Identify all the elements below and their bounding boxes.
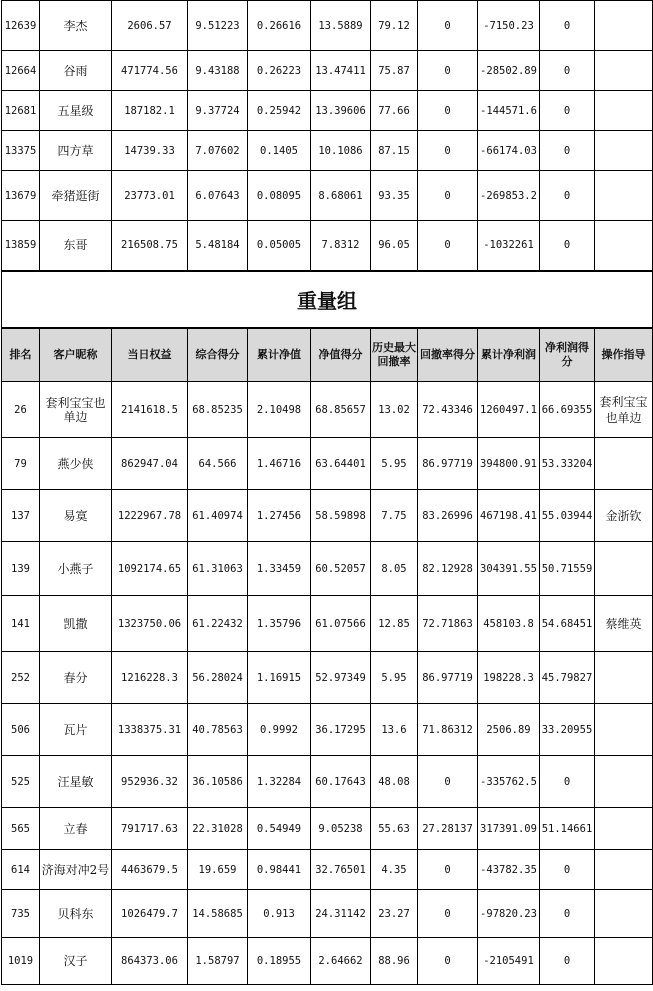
drawdown-cell: 55.63: [371, 808, 418, 850]
table-row: [2, 131, 653, 171]
equity-cell: 864373.06: [112, 938, 188, 985]
rank-cell: 13859: [2, 221, 40, 271]
nav-cell: 0.54949: [248, 808, 311, 850]
table-row: [2, 704, 653, 756]
nav-cell: 2.10498: [248, 382, 311, 438]
profit-score-cell: 50.71559: [540, 542, 595, 596]
rank-cell: 141: [2, 596, 40, 652]
equity-cell: 23773.01: [112, 171, 188, 221]
rank-cell: 252: [2, 652, 40, 704]
drawdown-cell: 5.95: [371, 652, 418, 704]
profit-score-cell: 0: [540, 850, 595, 890]
drawdown-cell: 4.35: [371, 850, 418, 890]
rank-cell: 1019: [2, 938, 40, 985]
table-row: [2, 1, 653, 51]
header-nickname: 客户昵称: [40, 328, 112, 382]
table-row: [2, 756, 653, 808]
rank-cell: 137: [2, 490, 40, 542]
rank-cell: 13375: [2, 131, 40, 171]
nickname-cell: 四方草: [40, 131, 112, 171]
header-net-profit: 累计净利润: [478, 328, 540, 382]
profit-score-cell: 0: [540, 91, 595, 131]
ranking-sheet: [1, 0, 652, 985]
drawdown-cell: 13.6: [371, 704, 418, 756]
profit-score-cell: 55.03944: [540, 490, 595, 542]
drawdown-score-cell: 0: [418, 91, 478, 131]
nav-score-cell: 60.17643: [311, 756, 371, 808]
profit-score-cell: 66.69355: [540, 382, 595, 438]
rank-cell: 12639: [2, 1, 40, 51]
guidance-cell: [595, 542, 653, 596]
drawdown-cell: 88.96: [371, 938, 418, 985]
rank-cell: 79: [2, 438, 40, 490]
score-cell: 61.31063: [188, 542, 248, 596]
net-profit-cell: -335762.5: [478, 756, 540, 808]
profit-score-cell: 0: [540, 756, 595, 808]
table-row: [2, 808, 653, 850]
guidance-cell: [595, 808, 653, 850]
table-row: [2, 596, 653, 652]
drawdown-cell: 13.02: [371, 382, 418, 438]
header-nav-score: 净值得分: [311, 328, 371, 382]
drawdown-cell: 8.05: [371, 542, 418, 596]
rank-cell: 13679: [2, 171, 40, 221]
net-profit-cell: 198228.3: [478, 652, 540, 704]
net-profit-cell: -43782.35: [478, 850, 540, 890]
profit-score-cell: 53.33204: [540, 438, 595, 490]
drawdown-cell: 77.66: [371, 91, 418, 131]
table-row: [2, 890, 653, 938]
group-title: 重量组: [2, 271, 653, 328]
drawdown-score-cell: 0: [418, 221, 478, 271]
nav-score-cell: 8.68061: [311, 171, 371, 221]
drawdown-cell: 5.95: [371, 438, 418, 490]
score-cell: 22.31028: [188, 808, 248, 850]
score-cell: 5.48184: [188, 221, 248, 271]
nickname-cell: 汪星敏: [40, 756, 112, 808]
score-cell: 14.58685: [188, 890, 248, 938]
profit-score-cell: 51.14661: [540, 808, 595, 850]
score-cell: 6.07643: [188, 171, 248, 221]
nickname-cell: 五星级: [40, 91, 112, 131]
drawdown-cell: 12.85: [371, 596, 418, 652]
nav-cell: 0.98441: [248, 850, 311, 890]
table-row: [2, 221, 653, 271]
nav-score-cell: 13.5889: [311, 1, 371, 51]
drawdown-score-cell: 0: [418, 890, 478, 938]
nav-cell: 0.26616: [248, 1, 311, 51]
guidance-cell: [595, 756, 653, 808]
drawdown-cell: 75.87: [371, 51, 418, 91]
drawdown-cell: 23.27: [371, 890, 418, 938]
score-cell: 40.78563: [188, 704, 248, 756]
nav-score-cell: 13.39606: [311, 91, 371, 131]
drawdown-score-cell: 71.86312: [418, 704, 478, 756]
table-row: [2, 91, 653, 131]
nav-cell: 1.32284: [248, 756, 311, 808]
group-title-row: [2, 271, 653, 328]
equity-cell: 862947.04: [112, 438, 188, 490]
nav-score-cell: 58.59898: [311, 490, 371, 542]
nav-score-cell: 7.8312: [311, 221, 371, 271]
table-row: [2, 490, 653, 542]
drawdown-cell: 93.35: [371, 171, 418, 221]
nickname-cell: 谷雨: [40, 51, 112, 91]
net-profit-cell: -7150.23: [478, 1, 540, 51]
guidance-cell: [595, 131, 653, 171]
net-profit-cell: -144571.6: [478, 91, 540, 131]
equity-cell: 471774.56: [112, 51, 188, 91]
equity-cell: 14739.33: [112, 131, 188, 171]
equity-cell: 2141618.5: [112, 382, 188, 438]
header-score: 综合得分: [188, 328, 248, 382]
nav-cell: 1.35796: [248, 596, 311, 652]
nav-cell: 1.16915: [248, 652, 311, 704]
table-row: [2, 382, 653, 438]
drawdown-score-cell: 82.12928: [418, 542, 478, 596]
score-cell: 9.37724: [188, 91, 248, 131]
score-cell: 68.85235: [188, 382, 248, 438]
guidance-cell: 金浙钦: [595, 490, 653, 542]
equity-cell: 4463679.5: [112, 850, 188, 890]
rank-cell: 12681: [2, 91, 40, 131]
score-cell: 61.40974: [188, 490, 248, 542]
profit-score-cell: 54.68451: [540, 596, 595, 652]
profit-score-cell: 0: [540, 51, 595, 91]
nav-score-cell: 2.64662: [311, 938, 371, 985]
net-profit-cell: 317391.09: [478, 808, 540, 850]
equity-cell: 952936.32: [112, 756, 188, 808]
drawdown-score-cell: 0: [418, 171, 478, 221]
table-row: [2, 171, 653, 221]
guidance-cell: [595, 652, 653, 704]
nickname-cell: 小燕子: [40, 542, 112, 596]
net-profit-cell: -2105491: [478, 938, 540, 985]
table-row: [2, 542, 653, 596]
equity-cell: 1092174.65: [112, 542, 188, 596]
drawdown-cell: 79.12: [371, 1, 418, 51]
equity-cell: 1338375.31: [112, 704, 188, 756]
nickname-cell: 瓦片: [40, 704, 112, 756]
net-profit-cell: -97820.23: [478, 890, 540, 938]
nav-score-cell: 24.31142: [311, 890, 371, 938]
drawdown-score-cell: 0: [418, 850, 478, 890]
nickname-cell: 贝科东: [40, 890, 112, 938]
guidance-cell: [595, 51, 653, 91]
guidance-cell: 套利宝宝也单边: [595, 382, 653, 438]
group-rows: [2, 382, 653, 985]
net-profit-cell: 1260497.1: [478, 382, 540, 438]
nav-score-cell: 68.85657: [311, 382, 371, 438]
nav-score-cell: 36.17295: [311, 704, 371, 756]
nav-score-cell: 9.05238: [311, 808, 371, 850]
header-nav: 累计净值: [248, 328, 311, 382]
equity-cell: 1026479.7: [112, 890, 188, 938]
equity-cell: 216508.75: [112, 221, 188, 271]
net-profit-cell: -66174.03: [478, 131, 540, 171]
equity-cell: 1222967.78: [112, 490, 188, 542]
score-cell: 56.28024: [188, 652, 248, 704]
score-cell: 1.58797: [188, 938, 248, 985]
nickname-cell: 套利宝宝也单边: [40, 382, 112, 438]
ranking-table: [1, 0, 653, 985]
nav-cell: 0.1405: [248, 131, 311, 171]
equity-cell: 2606.57: [112, 1, 188, 51]
header-max-drawdown: 历史最大回撤率: [371, 328, 418, 382]
profit-score-cell: 0: [540, 890, 595, 938]
nav-cell: 0.08095: [248, 171, 311, 221]
net-profit-cell: 2506.89: [478, 704, 540, 756]
score-cell: 9.51223: [188, 1, 248, 51]
header-row: [2, 328, 653, 382]
guidance-cell: [595, 938, 653, 985]
guidance-cell: [595, 1, 653, 51]
equity-cell: 187182.1: [112, 91, 188, 131]
table-row: [2, 438, 653, 490]
profit-score-cell: 0: [540, 131, 595, 171]
nickname-cell: 凯撒: [40, 596, 112, 652]
drawdown-score-cell: 83.26996: [418, 490, 478, 542]
drawdown-cell: 7.75: [371, 490, 418, 542]
nav-cell: 1.27456: [248, 490, 311, 542]
drawdown-score-cell: 0: [418, 1, 478, 51]
nav-score-cell: 52.97349: [311, 652, 371, 704]
score-cell: 19.659: [188, 850, 248, 890]
nav-score-cell: 61.07566: [311, 596, 371, 652]
nav-cell: 0.9992: [248, 704, 311, 756]
nickname-cell: 汉子: [40, 938, 112, 985]
profit-score-cell: 33.20955: [540, 704, 595, 756]
rank-cell: 614: [2, 850, 40, 890]
table-row: [2, 51, 653, 91]
score-cell: 64.566: [188, 438, 248, 490]
rank-cell: 506: [2, 704, 40, 756]
net-profit-cell: -1032261: [478, 221, 540, 271]
profit-score-cell: 0: [540, 221, 595, 271]
nav-score-cell: 13.47411: [311, 51, 371, 91]
nickname-cell: 李杰: [40, 1, 112, 51]
header-equity: 当日权益: [112, 328, 188, 382]
nav-cell: 0.25942: [248, 91, 311, 131]
drawdown-score-cell: 86.97719: [418, 438, 478, 490]
nav-cell: 0.913: [248, 890, 311, 938]
drawdown-score-cell: 0: [418, 756, 478, 808]
table-row: [2, 850, 653, 890]
table-row: [2, 938, 653, 985]
net-profit-cell: 458103.8: [478, 596, 540, 652]
nickname-cell: 牵猪逛街: [40, 171, 112, 221]
net-profit-cell: 304391.55: [478, 542, 540, 596]
nav-cell: 0.26223: [248, 51, 311, 91]
nav-score-cell: 10.1086: [311, 131, 371, 171]
nav-score-cell: 32.76501: [311, 850, 371, 890]
profit-score-cell: 0: [540, 938, 595, 985]
drawdown-score-cell: 72.71863: [418, 596, 478, 652]
equity-cell: 1323750.06: [112, 596, 188, 652]
guidance-cell: [595, 91, 653, 131]
guidance-cell: [595, 890, 653, 938]
rank-cell: 26: [2, 382, 40, 438]
profit-score-cell: 45.79827: [540, 652, 595, 704]
nickname-cell: 济海对冲2号: [40, 850, 112, 890]
guidance-cell: [595, 850, 653, 890]
net-profit-cell: 467198.41: [478, 490, 540, 542]
previous-group-rows: [2, 1, 653, 271]
rank-cell: 735: [2, 890, 40, 938]
nav-score-cell: 60.52057: [311, 542, 371, 596]
header-rank: 排名: [2, 328, 40, 382]
rank-cell: 12664: [2, 51, 40, 91]
nav-cell: 1.46716: [248, 438, 311, 490]
net-profit-cell: -28502.89: [478, 51, 540, 91]
header-drawdown-score: 回撤率得分: [418, 328, 478, 382]
drawdown-score-cell: 86.97719: [418, 652, 478, 704]
score-cell: 7.07602: [188, 131, 248, 171]
guidance-cell: [595, 221, 653, 271]
nickname-cell: 易寞: [40, 490, 112, 542]
nickname-cell: 立春: [40, 808, 112, 850]
score-cell: 9.43188: [188, 51, 248, 91]
equity-cell: 791717.63: [112, 808, 188, 850]
guidance-cell: [595, 704, 653, 756]
table-row: [2, 652, 653, 704]
guidance-cell: 蔡维英: [595, 596, 653, 652]
drawdown-score-cell: 0: [418, 938, 478, 985]
score-cell: 61.22432: [188, 596, 248, 652]
rank-cell: 139: [2, 542, 40, 596]
drawdown-cell: 87.15: [371, 131, 418, 171]
header-profit-score: 净利润得分: [540, 328, 595, 382]
nav-score-cell: 63.64401: [311, 438, 371, 490]
nav-cell: 1.33459: [248, 542, 311, 596]
guidance-cell: [595, 171, 653, 221]
equity-cell: 1216228.3: [112, 652, 188, 704]
rank-cell: 565: [2, 808, 40, 850]
drawdown-score-cell: 72.43346: [418, 382, 478, 438]
nav-cell: 0.18955: [248, 938, 311, 985]
score-cell: 36.10586: [188, 756, 248, 808]
profit-score-cell: 0: [540, 171, 595, 221]
nav-cell: 0.05005: [248, 221, 311, 271]
drawdown-cell: 48.08: [371, 756, 418, 808]
nickname-cell: 东哥: [40, 221, 112, 271]
net-profit-cell: -269853.2: [478, 171, 540, 221]
profit-score-cell: 0: [540, 1, 595, 51]
drawdown-score-cell: 0: [418, 131, 478, 171]
drawdown-cell: 96.05: [371, 221, 418, 271]
drawdown-score-cell: 27.28137: [418, 808, 478, 850]
net-profit-cell: 394800.91: [478, 438, 540, 490]
guidance-cell: [595, 438, 653, 490]
nickname-cell: 春分: [40, 652, 112, 704]
nickname-cell: 燕少侠: [40, 438, 112, 490]
drawdown-score-cell: 0: [418, 51, 478, 91]
rank-cell: 525: [2, 756, 40, 808]
header-guidance: 操作指导: [595, 328, 653, 382]
